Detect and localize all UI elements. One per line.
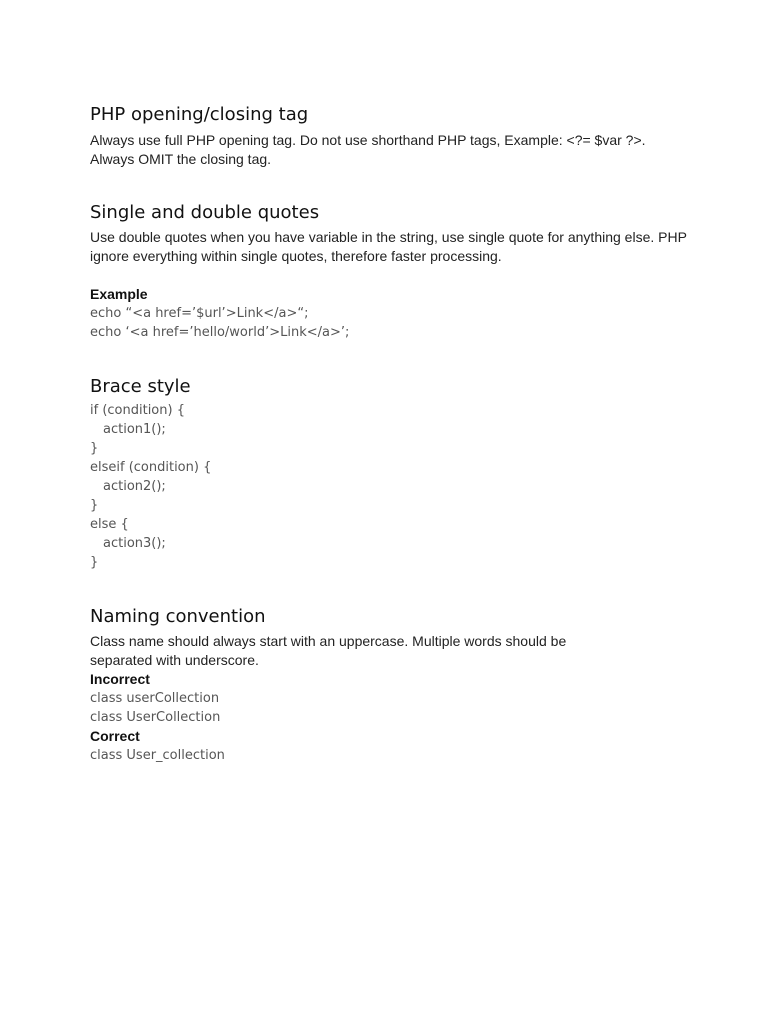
code-line: } [90, 555, 99, 570]
naming-line-1: Class name should always start with an uppercase. Multiple words should be [90, 633, 567, 649]
quotes-line-2: ignore everything within single quotes, therefore faster processing. [90, 248, 502, 264]
correct-example-1: class User_collection [90, 748, 225, 763]
correct-label: Correct [90, 728, 140, 744]
heading-quotes: Single and double quotes [90, 202, 320, 223]
incorrect-example-1: class userCollection [90, 691, 220, 706]
incorrect-example-2: class UserCollection [90, 710, 221, 725]
code-line: elseif (condition) { [90, 460, 212, 475]
incorrect-label: Incorrect [90, 671, 150, 687]
code-line: if (condition) { [90, 403, 185, 418]
section-php-tag [90, 103, 710, 169]
example-label: Example [90, 286, 148, 302]
quotes-line-1: Use double quotes when you have variable in the string, use single quote for anything else. PHP [90, 229, 687, 245]
code-line: } [90, 498, 99, 513]
php-tag-line-2: Always OMIT the closing tag. [90, 151, 272, 167]
code-line: action1(); [103, 422, 166, 437]
section-naming-convention [90, 605, 710, 765]
heading-php-tag: PHP opening/closing tag [90, 104, 309, 125]
code-line-double-quote: echo “<a href=’$url’>Link</a>“; [90, 306, 309, 321]
code-line: action2(); [103, 479, 166, 494]
code-line: else { [90, 517, 129, 532]
code-line: } [90, 441, 99, 456]
brace-code-block [90, 401, 710, 572]
code-line: action3(); [103, 536, 166, 551]
section-quotes [90, 201, 710, 342]
code-line-single-quote: echo ‘<a href=’hello/world’>Link</a>’; [90, 325, 350, 340]
heading-brace-style: Brace style [90, 376, 191, 397]
section-brace-style [90, 375, 710, 572]
heading-naming-convention: Naming convention [90, 606, 266, 627]
php-tag-line-1: Always use full PHP opening tag. Do not use shorthand PHP tags, Example: <?= $var ?>. [90, 132, 646, 148]
naming-line-2: separated with underscore. [90, 652, 259, 668]
